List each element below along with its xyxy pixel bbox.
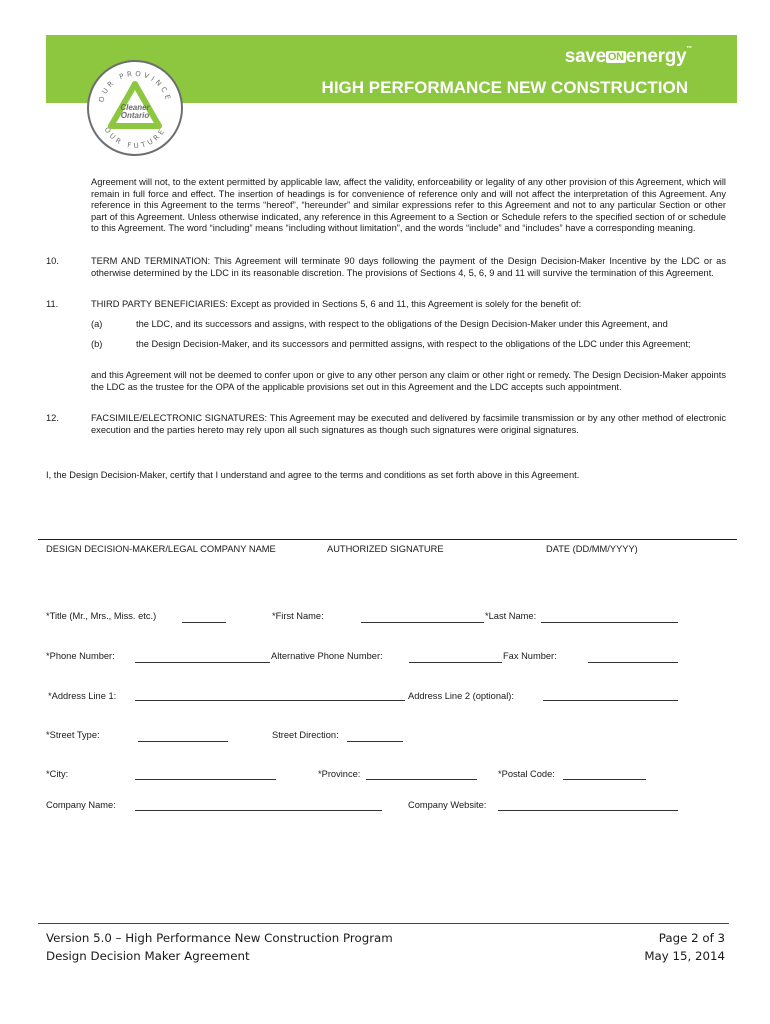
footer-version: Version 5.0 – High Performance New Construction Program	[46, 931, 393, 945]
brand-logo: save ON energy™	[564, 46, 692, 67]
city-label: *City:	[46, 769, 69, 779]
street-direction-label: Street Direction:	[272, 730, 339, 740]
logo-bottom-text: OUR FUTURE	[102, 125, 168, 151]
street-direction-field[interactable]	[347, 741, 403, 742]
certification-statement: I, the Design Decision-Maker, certify that I understand and agree to the terms and conditions as set forth above in this Agreement.	[46, 470, 580, 480]
footer-document-name: Design Decision Maker Agreement	[46, 949, 250, 963]
fax-field[interactable]	[588, 662, 678, 663]
first-name-field[interactable]	[361, 622, 484, 623]
section-12-number: 12.	[46, 413, 59, 423]
footer-page-number: Page 2 of 3	[658, 931, 725, 945]
postal-code-label: *Postal Code:	[498, 769, 555, 779]
svg-text:OUR FUTURE	[103, 126, 168, 150]
address2-field[interactable]	[543, 700, 678, 701]
company-name-field[interactable]	[135, 810, 382, 811]
company-website-label: Company Website:	[408, 800, 487, 810]
alt-phone-label: Alternative Phone Number:	[271, 651, 383, 661]
address1-field[interactable]	[135, 700, 405, 701]
first-name-label: *First Name:	[272, 611, 324, 621]
signature-line[interactable]	[38, 539, 737, 540]
section-11-text: THIRD PARTY BENEFICIARIES: Except as provided in Sections 5, 6 and 11, this Agreement is solely for the benefit of:	[91, 299, 582, 309]
street-type-label: *Street Type:	[46, 730, 100, 740]
address1-label: *Address Line 1:	[48, 691, 117, 701]
section-10-text: TERM AND TERMINATION: This Agreement will terminate 90 days following the payment of the Design Decision-Maker Incentive by the LDC or as otherwise determined by the LDC in its reasonable discretion. The provisions of Sections 4, 5, 6, 9 and 11 will survive the termination of this Agreement.	[91, 256, 726, 278]
title-field[interactable]	[182, 622, 226, 623]
company-name-label: Company Name:	[46, 800, 116, 810]
sig-company-name-label: DESIGN DECISION-MAKER/LEGAL COMPANY NAME	[46, 544, 276, 554]
section-10-number: 10.	[46, 256, 59, 266]
last-name-field[interactable]	[541, 622, 678, 623]
sig-date-label: DATE (DD/MM/YYYY)	[546, 544, 638, 554]
section-11a-label: (a)	[91, 319, 103, 329]
logo-top-text: OUR PROVINCE	[97, 69, 173, 104]
phone-label: *Phone Number:	[46, 651, 115, 661]
cleaner-ontario-logo	[87, 60, 183, 156]
sig-authorized-signature-label: AUTHORIZED SIGNATURE	[327, 544, 444, 554]
province-field[interactable]	[366, 779, 477, 780]
page-title: HIGH PERFORMANCE NEW CONSTRUCTION	[321, 78, 688, 97]
section-11a-text: the LDC, and its successors and assigns, with respect to the obligations of the Design Decision-Maker under this Agreement, and	[136, 319, 668, 329]
section-11b-label: (b)	[91, 339, 103, 349]
address2-label: Address Line 2 (optional):	[408, 691, 514, 701]
section-11b-text: the Design Decision-Maker, and its successors and permitted assigns, with respect to the obligations of the LDC under this Agreement;	[136, 339, 691, 349]
postal-code-field[interactable]	[563, 779, 646, 780]
phone-field[interactable]	[135, 662, 270, 663]
company-website-field[interactable]	[498, 810, 678, 811]
fax-label: Fax Number:	[503, 651, 557, 661]
section-11-number: 11.	[46, 299, 59, 309]
province-label: *Province:	[318, 769, 361, 779]
title-label: *Title (Mr., Mrs., Miss. etc.)	[46, 611, 157, 621]
city-field[interactable]	[135, 779, 276, 780]
footer-divider	[38, 923, 729, 924]
section-11-tail: and this Agreement will not be deemed to confer upon or give to any other person any claim or other right or remedy. The Design Decision-Maker appoints the LDC as the trustee for the OPA of the applicable provisions set out in this Agreement and the LDC accepts such appointment.	[91, 370, 726, 392]
logo-center-text-2: Ontario	[120, 111, 150, 120]
logo-center-text-1: Cleaner	[120, 103, 150, 112]
intro-paragraph: Agreement will not, to the extent permitted by applicable law, affect the validity, enforceability or legality of any other provision of this Agreement, which will remain in full force and effect. The insertion of headings is for convenience of reference only and will not affect the interpretation of this Agreement. Any reference in this Agreement to the terms “hereof”, “hereunder” and similar expressions refer to this Agreement and not to any particular Section or other part of this Agreement. Unless otherwise indicated, any reference in this Agreement to a Section or Schedule refers to the specified section of or schedule to this Agreement. The word “including” means “including without limitation”, and the words “include” and “includes” have a corresponding meaning.	[91, 177, 726, 234]
alt-phone-field[interactable]	[409, 662, 502, 663]
last-name-label: *Last Name:	[485, 611, 537, 621]
footer-date: May 15, 2014	[644, 949, 725, 963]
street-type-field[interactable]	[138, 741, 228, 742]
section-12-text: FACSIMILE/ELECTRONIC SIGNATURES: This Agreement may be executed and delivered by facsimile transmission or by any other method of electronic execution and the parties hereto may rely upon all such signatures as though such signatures were original signatures.	[91, 413, 726, 435]
